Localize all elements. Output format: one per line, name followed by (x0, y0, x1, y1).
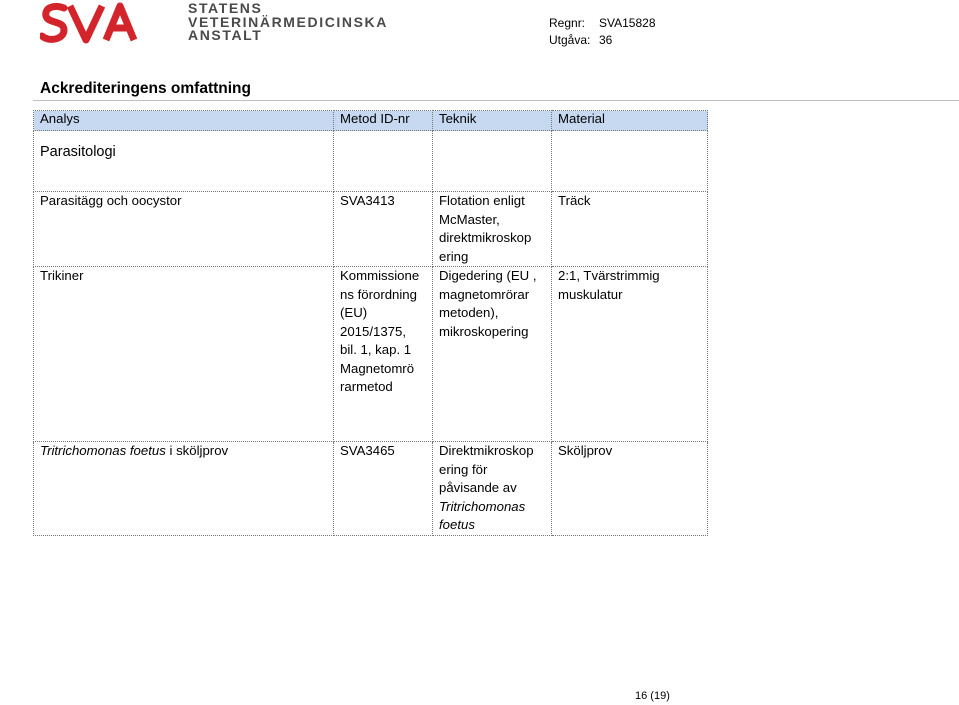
logo-line3: ANSTALT (188, 27, 263, 43)
row3-analys (34, 442, 334, 536)
row3-analys-rest: i sköljprov (165, 443, 229, 458)
row2-material: 2:1, Tvärstrimmig muskulatur (552, 267, 708, 442)
table-row (34, 442, 708, 536)
row1-teknik: Flotation enligt McMaster, direktmikroskop ering (433, 192, 552, 267)
row2-analys: Trikiner (34, 267, 334, 442)
logo-text (188, 2, 388, 43)
utgava-label: Utgåva: (549, 33, 591, 47)
logo-line2: VETERINÄRMEDICINSKA (188, 13, 388, 30)
row1-metod: SVA3413 (334, 192, 433, 267)
header-metod: Metod ID-nr (334, 111, 433, 131)
sva-logo-mark (40, 2, 150, 44)
title-divider (33, 100, 959, 101)
row3-analys-italic: Tritrichomonas foetus (40, 443, 166, 458)
row3-teknik-italic: Tritrichomonas foetus (439, 498, 526, 532)
table-header-row (34, 111, 708, 131)
page-number: 16 (19) (635, 690, 670, 702)
row3-metod: SVA3465 (334, 442, 433, 536)
table-row (34, 192, 708, 267)
regnr-label: Regnr: (549, 16, 586, 30)
page-title: Ackrediteringens omfattning (40, 80, 251, 97)
accreditation-table (33, 110, 708, 536)
section-row (34, 131, 708, 192)
row2-metod: Kommissione ns förordning (EU) 2015/1375, bil. 1, kap. 1 Magnetomrö rarmetod (334, 267, 433, 442)
table-row (34, 267, 708, 442)
header-teknik: Teknik (433, 111, 552, 131)
row1-analys: Parasitägg och oocystor (34, 192, 334, 267)
row3-material: Sköljprov (552, 442, 708, 536)
row1-material: Träck (552, 192, 708, 267)
logo-line1: STATENS (188, 0, 263, 16)
sva-logo (40, 0, 388, 44)
row2-teknik: Digedering (EU , magnetomrörar metoden), mikroskopering (433, 267, 552, 442)
utgava-line (549, 33, 612, 47)
section-parasitologi: Parasitologi (34, 131, 334, 192)
row3-teknik (433, 442, 552, 536)
regnr-line (549, 16, 656, 30)
regnr-value: SVA15828 (599, 16, 656, 30)
header-analys: Analys (34, 111, 334, 131)
row3-teknik-part1: Direktmikroskop ering för påvisande av (439, 443, 534, 495)
utgava-value: 36 (599, 33, 613, 47)
header-material: Material (552, 111, 708, 131)
